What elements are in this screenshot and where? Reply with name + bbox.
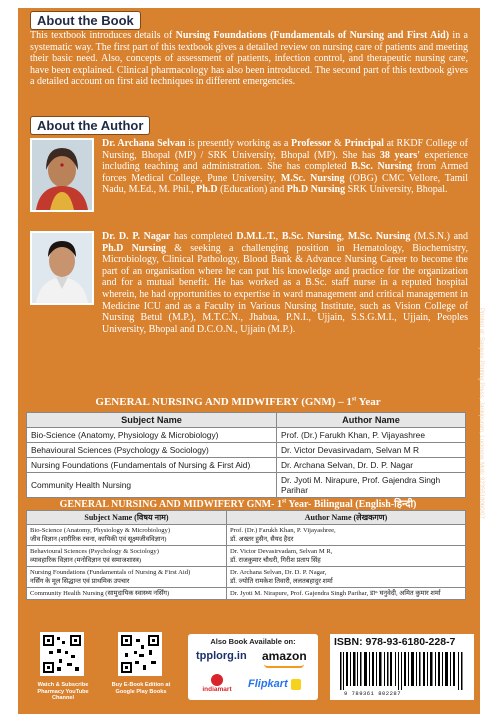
amazon-logo[interactable]: amazon [262,649,307,663]
table-row: Behavioural Sciences (Psychology & Sociology) व्यावहारिक विज्ञान (मनोविज्ञान एवं समाजशास्त्र) Dr. Victor Devasirvadam, Selvan M R, डॉ. राजकुमार चौधरी, गिरीश प्रताप सिंह [27,546,466,567]
google-play-qr-code[interactable] [118,632,162,676]
amazon-smile-icon [264,664,304,668]
author-photo-archana [30,138,94,212]
indiamart-logo[interactable]: indiamart [194,674,240,693]
table-row: Bio-Science (Anatomy, Physiology & Microbiology) Prof. (Dr.) Farukh Khan, P. Vijayashree [27,428,466,443]
google-play-qr-caption: Buy E-Book Edition at Google Play Books [111,682,171,695]
author-column-header: Author Name [277,413,466,428]
gnm-bilingual-table-title: GENERAL NURSING AND MIDWIFERY GNM- 1st Year- Bilingual (English-हिन्दी) [59,498,417,510]
gnm-table-title: GENERAL NURSING AND MIDWIFERY (GNM) – 1st Year [95,396,381,408]
table-row: Community Health Nursing (सामुदायिक स्वास्थ्य नर्सिंग) Dr. Jyoti M. Nirapure, Prof. Gajendra Singh Parihar, डा॰ घनुवेदी, अमित कुमार शर्मा [27,588,466,600]
gnm-bilingual-table [26,510,466,600]
author-bio-nagar: Dr. D. P. Nagar has completed D.M.L.T., B.Sc. Nursing, M.Sc. Nursing (M.S.N.) and Ph.D Nursing & seeking a challenging position in Hematology, Biochemistry, Microbiology, Clinical Pathology, Blood Bank & Advance Nursing Career to become the part of an organisation where he can put his knowledge and practice for the organization and for a mutual benefit. He has worked as a B.Sc. staff nurse in a reputed hospital wherein, he had opportunities to expertise in ward management and critical management in Medicine ICU and as a Faculty in Various Nursing Institute, such as Vision College of Nursing Betul (M.P.), M.T.C.N., Jhabua, P.N.I., Ujjain, S.S.G.M.I., Ujjain, Peoples University, Bhopal and D.C.O.N., Ujjain (M.P.). [102,231,469,335]
table-row: Bio-Science (Anatomy, Physiology & Microbiology) जीव विज्ञान (शारीरिक रचना, कायिकी एवं सूक्ष्मजीवविज्ञान) Prof. (Dr.) Farukh Khan, P. Vijayashree, डॉ. अख्तर हुसैन, सैयद हैदर [27,525,466,546]
bottom-strip [18,630,480,714]
available-title: Also Book Available on: [210,637,296,646]
printer-side-text: Printed at: Sanjeev Printing Press, Jankipuram, Lucknow. Mob: 9235518060/07 [478,308,484,519]
table-row: Nursing Foundations (Fundamentals of Nursing & First Aid) नर्सिंग के मूल सिद्धान्त एवं प्राथमिक उपचार Dr. Archana Selvan, Dr. D. P. Nagar, डॉ. ज्योति रामकेश तिवारी, ललतबहादुर शर्मा [27,567,466,588]
about-book-heading: About the Book [30,11,141,30]
isbn-label: ISBN: 978-93-6180-228-7 [334,636,456,648]
youtube-qr-caption: Watch & Subscribe Pharmacy YouTube Channel [37,682,89,702]
subject-column-header: Subject Name (विषय नाम) [27,511,227,525]
isbn-digits: 9 789361 802287 [344,690,402,697]
flipkart-logo[interactable]: Flipkart [248,678,301,690]
available-on-box [188,634,318,700]
youtube-qr-code[interactable] [40,632,84,676]
indiamart-icon [211,674,223,686]
website-link[interactable]: tpplorg.in [196,650,247,662]
barcode-icon [340,652,464,690]
about-author-heading: About the Author [30,116,150,135]
subject-column-header: Subject Name [27,413,277,428]
author-bio-archana: Dr. Archana Selvan is presently working as a Professor & Principal at RKDF College of Nursing, Bhopal (MP) / SRK University, Bhopal (MP). She has 38 years' experience including teaching and administration. She has completed B.Sc. Nursing from Armed forces Medical College, Pune University, M.Sc. Nursing (OBG) CMC Vellore, Tamil Nadu, M.Ed., M. Phil., Ph.D (Education) and Ph.D Nursing SRK University, Bhopal. [102,138,468,196]
flipkart-bag-icon [291,679,301,690]
gnm-subject-table [26,412,466,498]
book-back-cover [18,8,484,714]
author-photo-nagar [30,231,94,305]
author-column-header: Author Name (लेखकगण) [227,511,466,525]
table-row: Behavioural Sciences (Psychology & Sociology) Dr. Victor Devasirvadam, Selvan M R [27,443,466,458]
about-book-text: This textbook introduces details of Nursing Foundations (Fundamentals of Nursing and First Aid) in a systematic way. The first part of this textbook gives a detailed review on nursing care of patients and meeting their basic need. Also, concepts of assessment of patients, infection control, and therapeutic nursing care, have been explained. Clinical pharmacology has also been introduced. The second part of this textbook gives a detailed account on first aid techniques in different emergencies. [30,30,468,88]
table-row: Community Health Nursing Dr. Jyoti M. Nirapure, Prof. Gajendra Singh Parihar [27,473,466,498]
table-row: Nursing Foundations (Fundamentals of Nursing & First Aid) Dr. Archana Selvan, Dr. D. P. Nagar [27,458,466,473]
isbn-barcode-box [330,634,474,700]
